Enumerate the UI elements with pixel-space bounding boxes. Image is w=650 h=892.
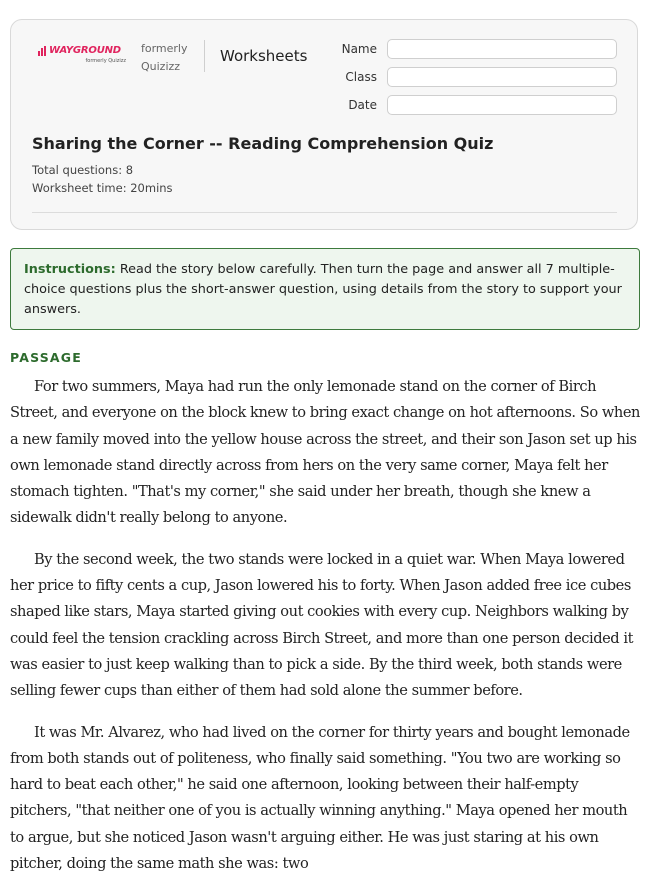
- formerly-line-2: Quizizz: [141, 60, 181, 73]
- class-label: Class: [345, 70, 377, 84]
- header-divider: [204, 40, 205, 72]
- worksheet-header: [10, 19, 638, 230]
- formerly-quizizz-label: [141, 40, 188, 76]
- worksheet-time: Worksheet time: 20mins: [32, 181, 173, 195]
- logo-bars-icon: [38, 46, 46, 56]
- instructions-box: [10, 248, 640, 330]
- quiz-title: Sharing the Corner -- Reading Comprehension Quiz: [32, 134, 494, 153]
- passage-paragraph-2: By the second week, the two stands were locked in a quiet war. When Maya lowered her price to fifty cents a cup, Jason lowered his to forty. When Jason added free ice cubes shaped like stars, Maya started giving out cookies with every cup. Neighbors walking by could feel the tension crackling across Birch Street, and more than one person decided it was easier to just keep walking than to pick a side. By the third week, both stands were selling fewer cups than either of them had sold alone the summer before.: [10, 550, 634, 700]
- date-input[interactable]: [387, 95, 617, 115]
- logo-brand-text: WAYGROUND: [49, 45, 121, 56]
- passage-body: [10, 374, 642, 892]
- class-field-row: [311, 67, 617, 87]
- wayground-logo: [38, 45, 126, 67]
- name-field-row: [311, 39, 617, 59]
- instructions-text: Read the story below carefully. Then turn the page and answer all 7 multiple-choice questions plus the short-answer question, using details from the story to support your answers.: [24, 262, 622, 317]
- total-questions: Total questions: 8: [32, 163, 134, 177]
- logo-subtext: formerly Quizizz: [85, 58, 126, 64]
- name-label: Name: [341, 42, 377, 56]
- passage-paragraph-3: It was Mr. Alvarez, who had lived on the corner for thirty years and bought lemonade from both stands out of politeness, who finally said something. "You two are working so hard to beat each other," he said one afternoon, looking between their half-empty pitchers, "that neither one of you is actually winning anything." Maya opened her mouth to argue, but she noticed Jason wasn't arguing either. He was just staring at his own pitcher, doing the same math she was: two: [10, 723, 630, 873]
- passage-heading: PASSAGE: [10, 350, 83, 365]
- name-input[interactable]: [387, 39, 617, 59]
- formerly-line-1: formerly: [141, 42, 188, 55]
- instructions-lead: Instructions:: [24, 262, 116, 277]
- section-title: Worksheets: [220, 47, 308, 65]
- passage-paragraph-1: For two summers, Maya had run the only lemonade stand on the corner of Birch Street, and everyone on the block knew to bring exact change on hot afternoons. So when a new family moved into the yellow house across the street, and their son Jason set up his own lemonade stand directly across from hers on the very same corner, Maya felt her stomach tighten. "That's my corner," she said under her breath, though she knew a sidewalk didn't really belong to anyone.: [10, 378, 640, 527]
- date-field-row: [311, 95, 617, 115]
- date-label: Date: [348, 98, 377, 112]
- header-rule: [32, 212, 617, 213]
- class-input[interactable]: [387, 67, 617, 87]
